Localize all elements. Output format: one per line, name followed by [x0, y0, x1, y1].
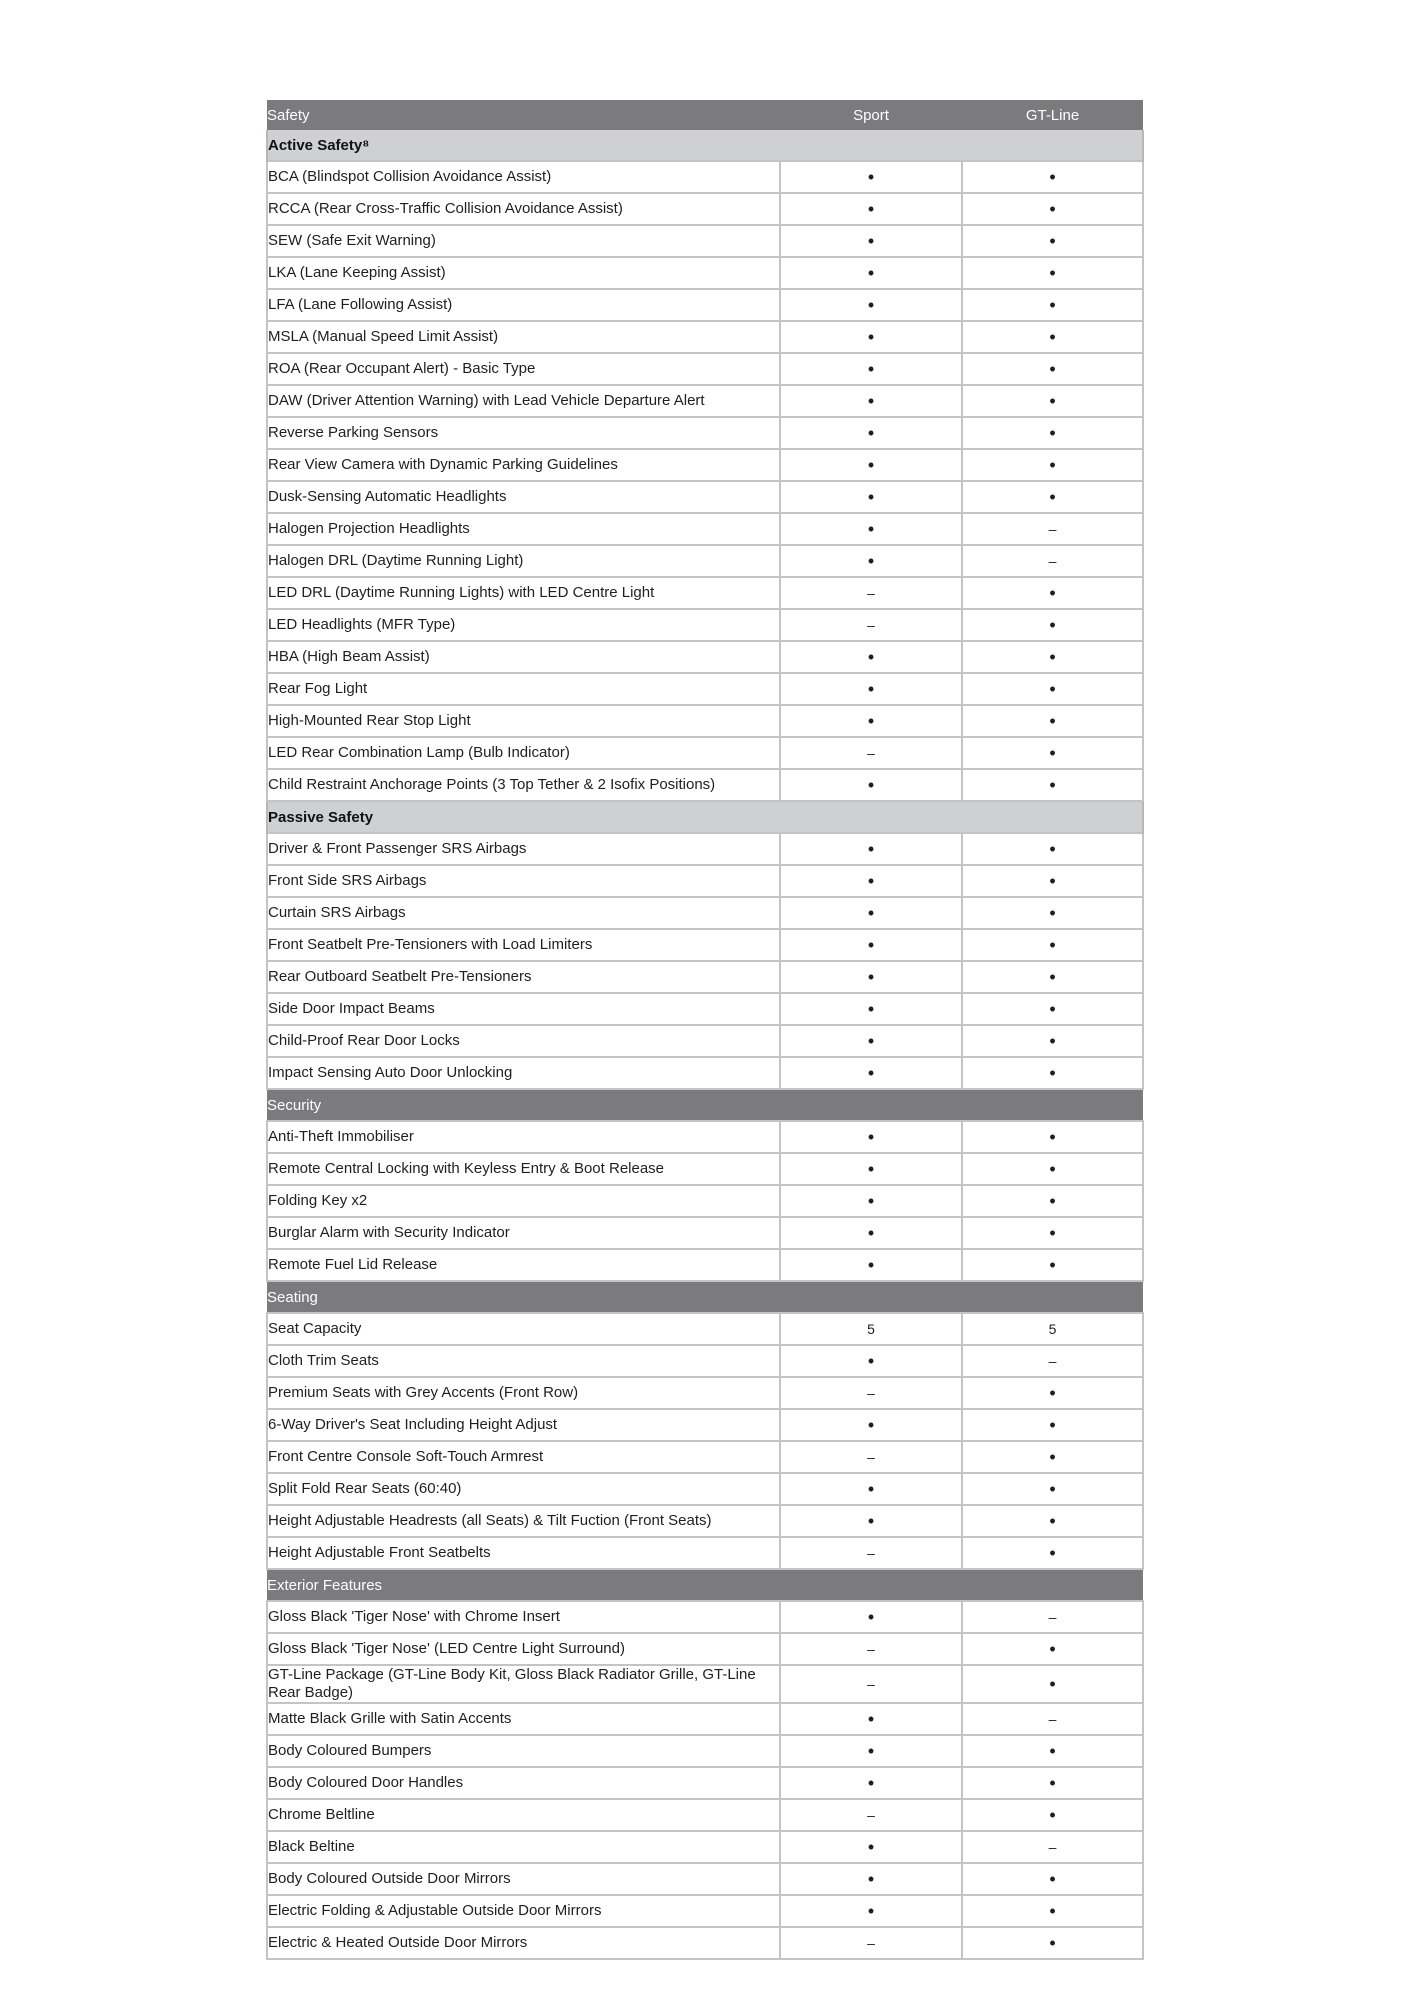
feature-name: LED DRL (Daytime Running Lights) with LED Centre Light [267, 577, 780, 609]
feature-name: Matte Black Grille with Satin Accents [267, 1703, 780, 1735]
table-row [267, 225, 1143, 257]
gt-line-value: • [962, 705, 1143, 737]
table-row [267, 481, 1143, 513]
feature-name: Dusk-Sensing Automatic Headlights [267, 481, 780, 513]
gt-line-value: • [962, 1799, 1143, 1831]
gt-line-value: • [962, 1441, 1143, 1473]
sport-value: • [780, 225, 962, 257]
sport-value: • [780, 993, 962, 1025]
feature-name: MSLA (Manual Speed Limit Assist) [267, 321, 780, 353]
sport-value: – [780, 1377, 962, 1409]
table-row [267, 705, 1143, 737]
table-row [267, 1863, 1143, 1895]
section-header-exterior-features [267, 1569, 1143, 1601]
gt-line-value: • [962, 1409, 1143, 1441]
gt-line-value: • [962, 897, 1143, 929]
feature-name: Electric Folding & Adjustable Outside Door Mirrors [267, 1895, 780, 1927]
table-row [267, 1735, 1143, 1767]
gt-line-value: • [962, 1473, 1143, 1505]
feature-name: Front Seatbelt Pre-Tensioners with Load Limiters [267, 929, 780, 961]
table-row [267, 769, 1143, 801]
table-row [267, 321, 1143, 353]
table-row [267, 1895, 1143, 1927]
table-row [267, 257, 1143, 289]
sport-value: • [780, 513, 962, 545]
gt-line-value: • [962, 1377, 1143, 1409]
table-row [267, 1767, 1143, 1799]
feature-name: LKA (Lane Keeping Assist) [267, 257, 780, 289]
sport-value: • [780, 257, 962, 289]
gt-line-value: – [962, 1345, 1143, 1377]
gt-line-value: • [962, 641, 1143, 673]
sport-value: • [780, 833, 962, 865]
gt-line-value: • [962, 961, 1143, 993]
sport-value: • [780, 353, 962, 385]
table-row [267, 929, 1143, 961]
sport-value: • [780, 385, 962, 417]
table-row [267, 1927, 1143, 1959]
feature-name: Side Door Impact Beams [267, 993, 780, 1025]
sport-value: • [780, 897, 962, 929]
feature-name: Black Beltine [267, 1831, 780, 1863]
feature-name: High-Mounted Rear Stop Light [267, 705, 780, 737]
table-row [267, 1537, 1143, 1569]
feature-name: Folding Key x2 [267, 1185, 780, 1217]
sport-value: • [780, 1025, 962, 1057]
gt-line-value: • [962, 1057, 1143, 1089]
table-row [267, 1831, 1143, 1863]
feature-name: LFA (Lane Following Assist) [267, 289, 780, 321]
gt-line-value: • [962, 577, 1143, 609]
table-row [267, 1025, 1143, 1057]
table-row [267, 417, 1143, 449]
feature-name: Reverse Parking Sensors [267, 417, 780, 449]
table-row [267, 353, 1143, 385]
table-row [267, 385, 1143, 417]
feature-name: Halogen Projection Headlights [267, 513, 780, 545]
table-row [267, 1185, 1143, 1217]
table-row [267, 1217, 1143, 1249]
gt-line-value: • [962, 993, 1143, 1025]
sport-value: – [780, 1441, 962, 1473]
table-row [267, 1249, 1143, 1281]
spec-body [267, 130, 1143, 1959]
gt-line-value: • [962, 193, 1143, 225]
gt-line-value: • [962, 225, 1143, 257]
feature-name: Height Adjustable Front Seatbelts [267, 1537, 780, 1569]
gt-line-value: • [962, 1153, 1143, 1185]
gt-line-value: • [962, 481, 1143, 513]
sport-value: • [780, 1703, 962, 1735]
gt-line-value: • [962, 1185, 1143, 1217]
feature-name: DAW (Driver Attention Warning) with Lead Vehicle Departure Alert [267, 385, 780, 417]
gt-line-value: • [962, 1025, 1143, 1057]
gt-line-value: • [962, 737, 1143, 769]
feature-name: Rear View Camera with Dynamic Parking Guidelines [267, 449, 780, 481]
sport-value: • [780, 961, 962, 993]
table-row [267, 1121, 1143, 1153]
sport-value: • [780, 673, 962, 705]
sport-value: • [780, 193, 962, 225]
feature-name: Halogen DRL (Daytime Running Light) [267, 545, 780, 577]
gt-line-value: • [962, 321, 1143, 353]
feature-name: Impact Sensing Auto Door Unlocking [267, 1057, 780, 1089]
feature-name: ROA (Rear Occupant Alert) - Basic Type [267, 353, 780, 385]
gt-line-value: • [962, 257, 1143, 289]
gt-line-value: • [962, 1895, 1143, 1927]
table-row [267, 161, 1143, 193]
sport-value: • [780, 1057, 962, 1089]
gt-line-value: • [962, 449, 1143, 481]
gt-line-value: • [962, 1505, 1143, 1537]
sport-value: • [780, 1121, 962, 1153]
section-header-seating [267, 1281, 1143, 1313]
sport-value: • [780, 1345, 962, 1377]
gt-line-value: • [962, 1863, 1143, 1895]
table-row [267, 961, 1143, 993]
table-row [267, 1441, 1143, 1473]
sport-value: • [780, 1735, 962, 1767]
section-title: Exterior Features [267, 1569, 1143, 1601]
sport-value: – [780, 1633, 962, 1665]
sport-value: – [780, 1799, 962, 1831]
sport-value: • [780, 641, 962, 673]
feature-name: Seat Capacity [267, 1313, 780, 1345]
gt-line-value: • [962, 673, 1143, 705]
gt-line-value: • [962, 417, 1143, 449]
sport-value: • [780, 1153, 962, 1185]
gt-line-value: • [962, 289, 1143, 321]
sport-value: • [780, 1767, 962, 1799]
gt-line-value: – [962, 513, 1143, 545]
gt-line-value: • [962, 1767, 1143, 1799]
sport-value: • [780, 1601, 962, 1633]
table-row [267, 1377, 1143, 1409]
gt-line-value: • [962, 161, 1143, 193]
feature-name: Body Coloured Outside Door Mirrors [267, 1863, 780, 1895]
feature-name: Premium Seats with Grey Accents (Front Row) [267, 1377, 780, 1409]
feature-name: Remote Central Locking with Keyless Entry & Boot Release [267, 1153, 780, 1185]
gt-line-value: • [962, 1665, 1143, 1703]
column-header-sport: Sport [780, 100, 962, 130]
section-title: Security [267, 1089, 1143, 1121]
feature-name: Chrome Beltline [267, 1799, 780, 1831]
feature-name: 6-Way Driver's Seat Including Height Adjust [267, 1409, 780, 1441]
sport-value: • [780, 1409, 962, 1441]
table-row [267, 641, 1143, 673]
gt-line-value: 5 [962, 1313, 1143, 1345]
sport-value: • [780, 417, 962, 449]
feature-name: RCCA (Rear Cross-Traffic Collision Avoidance Assist) [267, 193, 780, 225]
feature-name: Front Centre Console Soft-Touch Armrest [267, 1441, 780, 1473]
section-header-security [267, 1089, 1143, 1121]
table-row [267, 1505, 1143, 1537]
table-row [267, 993, 1143, 1025]
table-row [267, 449, 1143, 481]
feature-name: Child-Proof Rear Door Locks [267, 1025, 780, 1057]
sport-value: 5 [780, 1313, 962, 1345]
feature-name: Gloss Black 'Tiger Nose' with Chrome Insert [267, 1601, 780, 1633]
feature-name: Burglar Alarm with Security Indicator [267, 1217, 780, 1249]
gt-line-value: • [962, 1927, 1143, 1959]
table-row [267, 609, 1143, 641]
table-row [267, 1345, 1143, 1377]
subsection-header-active-safety [267, 130, 1143, 161]
gt-line-value: – [962, 1601, 1143, 1633]
spec-table [266, 100, 1144, 1960]
table-row [267, 1799, 1143, 1831]
gt-line-value: • [962, 1121, 1143, 1153]
feature-name: Split Fold Rear Seats (60:40) [267, 1473, 780, 1505]
feature-name: Front Side SRS Airbags [267, 865, 780, 897]
table-row [267, 577, 1143, 609]
feature-name: HBA (High Beam Assist) [267, 641, 780, 673]
sport-value: • [780, 321, 962, 353]
table-row [267, 865, 1143, 897]
gt-line-value: • [962, 1537, 1143, 1569]
feature-name: Remote Fuel Lid Release [267, 1249, 780, 1281]
table-row [267, 1633, 1143, 1665]
sport-value: • [780, 865, 962, 897]
table-row [267, 1665, 1143, 1703]
gt-line-value: • [962, 1249, 1143, 1281]
sport-value: • [780, 289, 962, 321]
table-row [267, 1409, 1143, 1441]
section-title-safety: Safety [267, 100, 780, 130]
gt-line-value: – [962, 1703, 1143, 1735]
table-row [267, 1057, 1143, 1089]
table-row [267, 289, 1143, 321]
feature-name: Cloth Trim Seats [267, 1345, 780, 1377]
gt-line-value: • [962, 1633, 1143, 1665]
table-row [267, 897, 1143, 929]
sport-value: – [780, 609, 962, 641]
sport-value: • [780, 1185, 962, 1217]
feature-name: Body Coloured Bumpers [267, 1735, 780, 1767]
sport-value: • [780, 481, 962, 513]
sport-value: – [780, 1537, 962, 1569]
sport-value: • [780, 1249, 962, 1281]
feature-name: Electric & Heated Outside Door Mirrors [267, 1927, 780, 1959]
feature-name: Child Restraint Anchorage Points (3 Top Tether & 2 Isofix Positions) [267, 769, 780, 801]
sport-value: • [780, 705, 962, 737]
feature-name: Height Adjustable Headrests (all Seats) & Tilt Fuction (Front Seats) [267, 1505, 780, 1537]
sport-value: – [780, 737, 962, 769]
sport-value: • [780, 1831, 962, 1863]
sport-value: – [780, 1927, 962, 1959]
sport-value: • [780, 161, 962, 193]
table-row [267, 673, 1143, 705]
feature-name: Gloss Black 'Tiger Nose' (LED Centre Light Surround) [267, 1633, 780, 1665]
gt-line-value: – [962, 1831, 1143, 1863]
table-row [267, 545, 1143, 577]
table-row [267, 193, 1143, 225]
table-row [267, 1153, 1143, 1185]
sport-value: – [780, 1665, 962, 1703]
gt-line-value: • [962, 353, 1143, 385]
subsection-title: Active Safety⁸ [267, 130, 1143, 161]
sport-value: • [780, 1473, 962, 1505]
table-row [267, 737, 1143, 769]
feature-name: LED Rear Combination Lamp (Bulb Indicator) [267, 737, 780, 769]
table-row [267, 1703, 1143, 1735]
sport-value: • [780, 1863, 962, 1895]
table-row [267, 513, 1143, 545]
feature-name: Rear Fog Light [267, 673, 780, 705]
feature-name: BCA (Blindspot Collision Avoidance Assist) [267, 161, 780, 193]
feature-name: Body Coloured Door Handles [267, 1767, 780, 1799]
feature-name: LED Headlights (MFR Type) [267, 609, 780, 641]
gt-line-value: • [962, 609, 1143, 641]
sport-value: • [780, 545, 962, 577]
feature-name: Curtain SRS Airbags [267, 897, 780, 929]
section-title: Seating [267, 1281, 1143, 1313]
sport-value: – [780, 577, 962, 609]
feature-name: SEW (Safe Exit Warning) [267, 225, 780, 257]
sport-value: • [780, 769, 962, 801]
gt-line-value: • [962, 769, 1143, 801]
table-row [267, 1473, 1143, 1505]
gt-line-value: • [962, 1735, 1143, 1767]
gt-line-value: • [962, 929, 1143, 961]
feature-name: Driver & Front Passenger SRS Airbags [267, 833, 780, 865]
table-row [267, 833, 1143, 865]
table-header [267, 100, 1143, 130]
feature-name: GT-Line Package (GT-Line Body Kit, Gloss Black Radiator Grille, GT-Line Rear Badge) [267, 1665, 780, 1703]
gt-line-value: – [962, 545, 1143, 577]
table-row [267, 1601, 1143, 1633]
gt-line-value: • [962, 865, 1143, 897]
feature-name: Rear Outboard Seatbelt Pre-Tensioners [267, 961, 780, 993]
sport-value: • [780, 1217, 962, 1249]
feature-name: Anti-Theft Immobiliser [267, 1121, 780, 1153]
table-row [267, 1313, 1143, 1345]
sport-value: • [780, 929, 962, 961]
column-header-gt-line: GT-Line [962, 100, 1143, 130]
sport-value: • [780, 1505, 962, 1537]
sport-value: • [780, 449, 962, 481]
gt-line-value: • [962, 385, 1143, 417]
sport-value: • [780, 1895, 962, 1927]
gt-line-value: • [962, 1217, 1143, 1249]
gt-line-value: • [962, 833, 1143, 865]
subsection-header-passive-safety [267, 801, 1143, 833]
subsection-title: Passive Safety [267, 801, 1143, 833]
